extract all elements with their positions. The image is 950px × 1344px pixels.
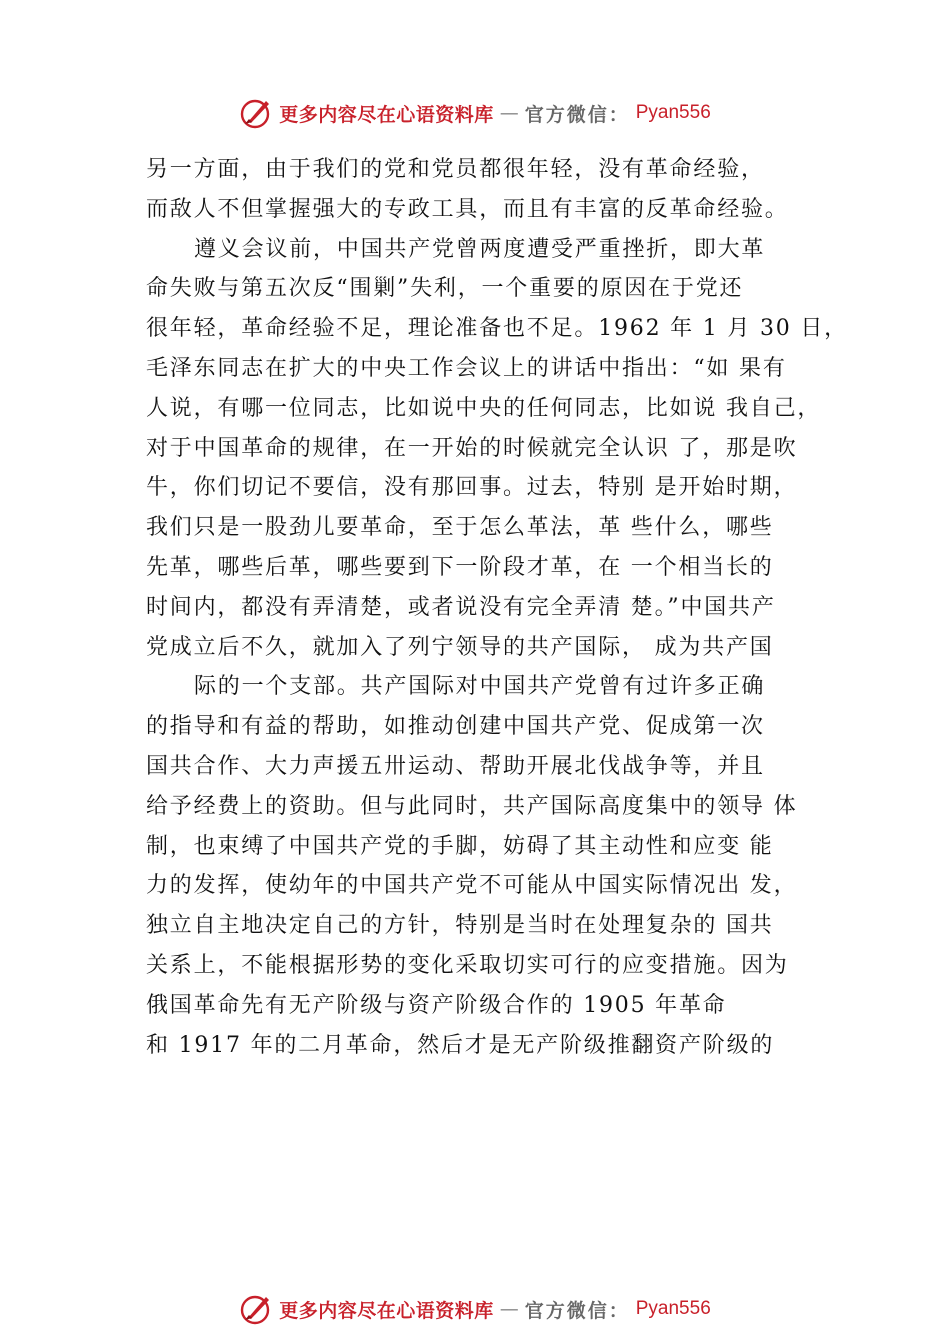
text-line: 另一方面，由于我们的党和党员都很年轻，没有革命经验， — [146, 157, 765, 182]
text-line: 给予经费上的资助。但与此同时，共产国际高度集中的领导 体 — [146, 793, 798, 819]
text-line: 的指导和有益的帮助，如推动创建中国共产党、促成第一次 — [146, 714, 765, 740]
text-line: 而敌人不但掌握强大的专政工具，而且有丰富的反革命经验。 — [146, 196, 789, 222]
document-body — [146, 150, 846, 1065]
brand-text: 更多内容尽在心语资料库 — [279, 103, 494, 126]
paragraph-start-line: 际的一个支部。共产国际对中国共产党曾有过许多正确 — [194, 674, 766, 700]
text-line: 人说，有哪一位同志，比如说中央的任何同志，比如说 我自己， — [146, 395, 822, 421]
text-line: 对于中国革命的规律，在一开始的时候就完全认识 了，那是吹 — [146, 435, 798, 461]
text-line: 毛泽东同志在扩大的中央工作会议上的讲话中指出：“如 果有 — [146, 355, 787, 381]
text-line: 时间内，都没有弄清楚，或者说没有完全弄清 楚。”中国共产 — [146, 594, 776, 620]
text-line: 关系上，不能根据形势的变化采取切实可行的应变措施。因为 — [146, 952, 789, 978]
paragraph-start-line: 遵义会议前，中国共产党曾两度遭受严重挫折，即大革 — [194, 236, 766, 262]
brand-text: 更多内容尽在心语资料库 — [279, 1299, 494, 1322]
text-line: 命失败与第五次反“围剿”失利，一个重要的原因在于党还 — [146, 276, 744, 302]
separator-dash: — — [499, 1298, 519, 1320]
text-line: 独立自主地决定自己的方针，特别是当时在处理复杂的 国共 — [146, 913, 774, 939]
quill-logo-icon — [239, 96, 273, 130]
wechat-label: 官方微信： — [524, 1299, 630, 1322]
text-line: 我们只是一股劲儿要革命，至于怎么革法，革 些什么，哪些 — [146, 515, 774, 541]
text-line: 国共合作、大力声援五卅运动、帮助开展北伐战争等，并且 — [146, 753, 765, 779]
text-line: 力的发挥，使幼年的中国共产党不可能从中国实际情况出 发， — [146, 873, 798, 899]
text-line: 很年轻，革命经验不足，理论准备也不足。1962 年 1 月 30 日， — [146, 316, 848, 342]
footer-watermark — [0, 1289, 950, 1329]
wechat-id: Pyan556 — [635, 102, 711, 123]
text-line: 党成立后不久，就加入了列宁领导的共产国际， 成为共产国 — [146, 634, 774, 660]
header-watermark — [0, 93, 950, 133]
text-line: 和 1917 年的二月革命，然后才是无产阶级推翻资产阶级的 — [146, 1032, 775, 1058]
quill-logo-icon — [239, 1292, 273, 1326]
separator-dash: — — [499, 102, 519, 124]
text-line: 先革，哪些后革，哪些要到下一阶段才革，在 一个相当长的 — [146, 554, 774, 580]
wechat-label: 官方微信： — [524, 103, 630, 126]
text-line: 牛，你们切记不要信，没有那回事。过去，特别 是开始时期， — [146, 475, 798, 501]
wechat-id: Pyan556 — [635, 1298, 711, 1319]
text-line: 制，也束缚了中国共产党的手脚，妨碍了其主动性和应变 能 — [146, 833, 774, 859]
text-line: 俄国革命先有无产阶级与资产阶级合作的 1905 年革命 — [146, 992, 727, 1018]
